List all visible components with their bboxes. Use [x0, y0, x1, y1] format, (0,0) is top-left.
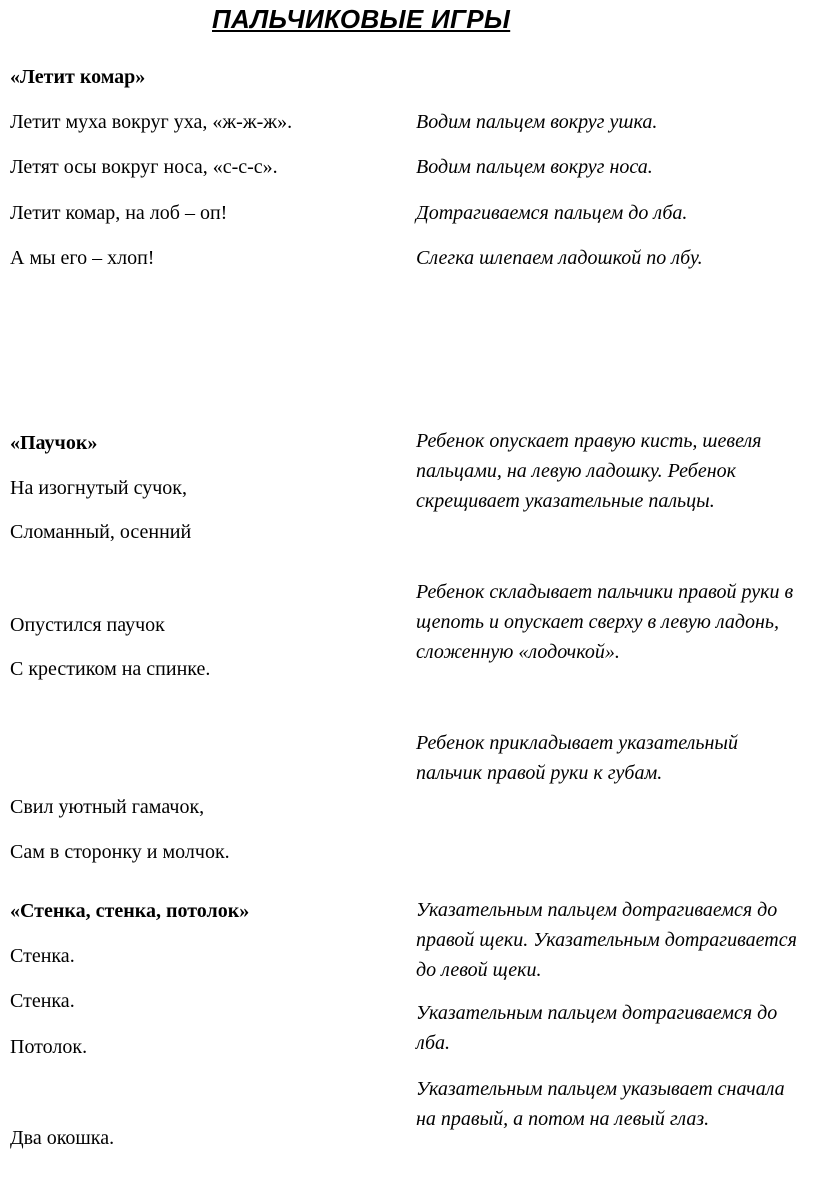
verse-line: Сам в сторонку и молчок.	[10, 841, 230, 863]
verse-line: Летит муха вокруг уха, «ж-ж-ж».	[10, 111, 293, 133]
verse-line: Два окошка.	[10, 1127, 115, 1149]
action-text: Водим пальцем вокруг носа.	[416, 156, 653, 178]
action-text: Ребенок опускает правую кисть, шевеля пальцами, на левую ладошку. Ребенок скрещивает указательные пальцы.	[416, 430, 762, 512]
action-text: Указательным пальцем дотрагиваемся до лба.	[416, 1002, 778, 1054]
action-text: Указательным пальцем указывает сначала на правый, а потом на левый глаз.	[416, 1078, 785, 1130]
action-text: Ребенок прикладывает указательный пальчик правой руки к губам.	[416, 732, 738, 784]
verse-line: На изогнутый сучок,	[10, 477, 187, 499]
verse-line: Стенка.	[10, 990, 75, 1012]
verse-line: Летит комар, на лоб – оп!	[10, 202, 228, 224]
verse-line: С крестиком на спинке.	[10, 658, 211, 680]
action-text: Слегка шлепаем ладошкой по лбу.	[416, 247, 703, 269]
verse-line: Стенка.	[10, 945, 75, 967]
verse-line: Потолок.	[10, 1036, 88, 1058]
action-text: Ребенок складывает пальчики правой руки в щепоть и опускает сверху в левую ладонь, сложенную «лодочкой».	[416, 581, 794, 663]
verse-line: А мы его – хлоп!	[10, 247, 155, 269]
verse-line: Сломанный, осенний	[10, 521, 192, 543]
verse-line: Опустился паучок	[10, 614, 165, 636]
action-text: Водим пальцем вокруг ушка.	[416, 111, 658, 133]
action-text: Дотрагиваемся пальцем до лба.	[416, 202, 688, 224]
verse-line: Свил уютный гамачок,	[10, 796, 205, 818]
game-heading-pauchok: «Паучок»	[10, 432, 98, 454]
action-text: Указательным пальцем дотрагиваемся до правой щеки. Указательным дотрагивается до левой щеки.	[416, 899, 797, 981]
game-heading-komar: «Летит комар»	[10, 66, 146, 88]
verse-line: Летят осы вокруг носа, «с-с-с».	[10, 156, 278, 178]
page-title: ПАЛЬЧИКОВЫЕ ИГРЫ	[212, 4, 511, 34]
game-heading-stenka: «Стенка, стенка, потолок»	[10, 900, 250, 922]
